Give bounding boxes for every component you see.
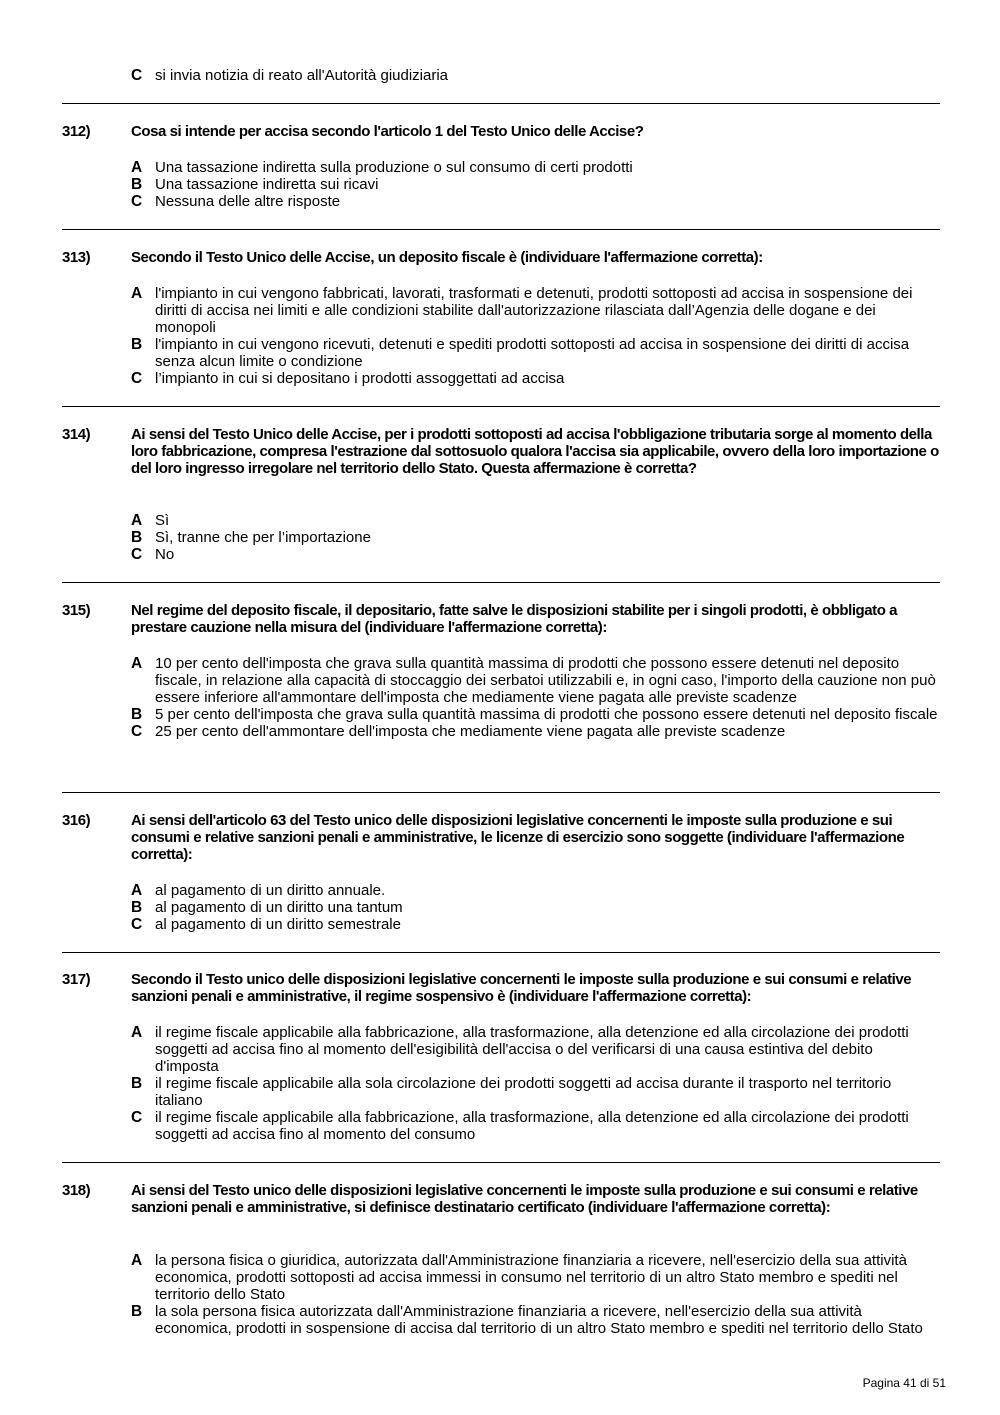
divider <box>62 792 940 793</box>
previous-answer-c <box>131 67 940 84</box>
answer-letter: C <box>131 193 143 210</box>
question-text: Ai sensi del Testo unico delle disposizioni legislative concernenti le imposte sulla produzione e sui consumi e relative sanzioni penali e amministrative, si definisce destinatario certificato (individuare l'affermazione corretta): <box>131 1182 918 1216</box>
answer-text: al pagamento di un diritto una tantum <box>155 899 403 916</box>
answer-letter: A <box>131 159 143 176</box>
divider <box>62 952 940 953</box>
question-number: 318) <box>62 1182 91 1199</box>
answer-option-b <box>131 1075 940 1109</box>
answer-text: Una tassazione indiretta sui ricavi <box>155 176 379 193</box>
question-text: Ai sensi dell'articolo 63 del Testo unico delle disposizioni legislative concernenti le imposte sulla produzione e sui consumi e relative sanzioni penali e amministrative, le licenze di esercizio sono soggette (individuare l'affermazione corretta): <box>131 812 905 863</box>
answer-text: il regime fiscale applicabile alla fabbricazione, alla trasformazione, alla detenzione ed alla circolazione dei prodotti soggetti ad accisa fino al momento del consumo <box>155 1109 909 1143</box>
divider <box>62 229 940 230</box>
answer-list <box>131 285 940 387</box>
answer-option-a <box>131 882 940 899</box>
divider <box>62 582 940 583</box>
question-number: 312) <box>62 123 91 140</box>
answer-option-c <box>131 370 940 387</box>
question-number: 315) <box>62 602 91 619</box>
question-text: Secondo il Testo Unico delle Accise, un deposito fiscale è (individuare l'affermazione corretta): <box>131 249 763 266</box>
answer-text: 10 per cento dell'imposta che grava sulla quantità massima di prodotti che possono essere detenuti nel deposito fiscale, in relazione alla capacità di stoccaggio dei serbatoi utilizzabili e, in ogni caso, l'importo della cauzione non può essere inferiore all'ammontare dell'imposta che mediamente viene pagata alle previste scadenze <box>155 655 936 706</box>
answer-text: la sola persona fisica autorizzata dall'Amministrazione finanziaria a ricevere, nell'esercizio della sua attività economica, prodotti in sospensione di accisa dal territorio di un altro Stato membro e spediti nel territorio dello Stato <box>155 1303 923 1337</box>
answer-letter: C <box>131 916 143 933</box>
answer-list <box>131 882 940 933</box>
question-header <box>62 249 940 266</box>
answer-option-a <box>131 512 940 529</box>
question-text: Ai sensi del Testo Unico delle Accise, per i prodotti sottoposti ad accisa l'obbligazione tributaria sorge al momento della loro fabbricazione, compresa l'estrazione dal sottosuolo qualora l'accisa sia applicabile, ovvero della loro importazione o del loro ingresso irregolare nel territorio dello Stato. Questa affermazione è corretta? <box>131 426 939 477</box>
divider <box>62 406 940 407</box>
answer-text: l'impianto in cui vengono ricevuti, detenuti e spediti prodotti sottoposti ad accisa in sospensione dei diritti di accisa senza alcun limite o condizione <box>155 336 910 370</box>
answer-letter: A <box>131 655 143 672</box>
answer-letter: B <box>131 706 143 723</box>
answer-text: Una tassazione indiretta sulla produzione o sul consumo di certi prodotti <box>155 159 633 176</box>
answer-letter: C <box>131 67 143 84</box>
answer-list <box>131 1252 940 1337</box>
question-text: Cosa si intende per accisa secondo l'articolo 1 del Testo Unico delle Accise? <box>131 123 644 140</box>
answer-text: si invia notizia di reato all'Autorità giudiziaria <box>155 67 449 84</box>
answer-option-c <box>131 546 940 563</box>
answer-option-c <box>131 916 940 933</box>
answer-letter: B <box>131 1303 143 1320</box>
answer-option-a <box>131 159 940 176</box>
answer-text: il regime fiscale applicabile alla fabbricazione, alla trasformazione, alla detenzione ed alla circolazione dei prodotti soggetti ad accisa fino al momento dell'esigibilità dell'accisa o del verificarsi di una causa estintiva del debito d'imposta <box>155 1024 909 1075</box>
answer-text: 5 per cento dell'imposta che grava sulla quantità massima di prodotti che possono essere detenuti nel deposito fiscale <box>155 706 938 723</box>
answer-text: Sì, tranne che per l’importazione <box>155 529 371 546</box>
answer-letter: C <box>131 370 143 387</box>
answer-option-b <box>131 899 940 916</box>
question-header <box>62 1182 940 1216</box>
answer-list <box>131 655 940 740</box>
answer-list <box>131 1024 940 1143</box>
answer-letter: C <box>131 723 143 740</box>
answer-option-a <box>131 1252 940 1303</box>
question-number: 317) <box>62 971 91 988</box>
divider <box>62 1162 940 1163</box>
page-number: Pagina 41 di 51 <box>862 1376 946 1390</box>
answer-letter: A <box>131 1024 143 1041</box>
answer-list <box>131 512 940 563</box>
answer-text: Nessuna delle altre risposte <box>155 193 341 210</box>
answer-letter: B <box>131 899 143 916</box>
answer-text: 25 per cento dell'ammontare dell'imposta che mediamente viene pagata alle previste scadenze <box>155 723 786 740</box>
question-header <box>62 123 940 140</box>
answer-letter: A <box>131 512 143 529</box>
answer-letter: B <box>131 176 143 193</box>
answer-option-b <box>131 1303 940 1337</box>
answer-letter: C <box>131 1109 143 1126</box>
answer-text: l'impianto in cui vengono fabbricati, lavorati, trasformati e detenuti, prodotti sottoposti ad accisa in sospensione dei diritti di accisa nei limiti e alle condizioni stabilite dall'autorizzazione rilasciata dall’Agenzia delle dogane e dei monopoli <box>155 285 913 336</box>
answer-option-b <box>131 529 940 546</box>
question-number: 314) <box>62 426 91 443</box>
answer-text: il regime fiscale applicabile alla sola circolazione dei prodotti soggetti ad accisa durante il trasporto nel territorio italiano <box>155 1075 892 1109</box>
answer-option-b <box>131 706 940 723</box>
answer-text: l’impianto in cui si depositano i prodotti assoggettati ad accisa <box>155 370 565 387</box>
answer-option-a <box>131 1024 940 1075</box>
question-header <box>62 602 940 636</box>
answer-option-b <box>131 176 940 193</box>
answer-list <box>131 159 940 210</box>
answer-letter: A <box>131 285 143 302</box>
question-text: Secondo il Testo unico delle disposizioni legislative concernenti le imposte sulla produzione e sui consumi e relative sanzioni penali e amministrative, il regime sospensivo è (individuare l'affermazione corretta): <box>131 971 912 1005</box>
answer-option-a <box>131 655 940 706</box>
question-header <box>62 971 940 1005</box>
answer-letter: A <box>131 1252 143 1269</box>
answer-option-c <box>131 193 940 210</box>
answer-option-b <box>131 336 940 370</box>
question-header <box>62 426 940 477</box>
answer-text: la persona fisica o giuridica, autorizzata dall'Amministrazione finanziaria a ricevere, nell'esercizio della sua attività economica, prodotti sottoposti ad accisa immessi in consumo nel territorio di un altro Stato membro e spediti nel territorio dello Stato <box>155 1252 907 1303</box>
question-number: 316) <box>62 812 91 829</box>
answer-option-c <box>131 1109 940 1143</box>
answer-option-a <box>131 285 940 336</box>
answer-text: Sì <box>155 512 170 529</box>
divider <box>62 103 940 104</box>
question-text: Nel regime del deposito fiscale, il depositario, fatte salve le disposizioni stabilite per i singoli prodotti, è obbligato a prestare cauzione nella misura del (individuare l'affermazione corretta): <box>131 602 898 636</box>
answer-text: No <box>155 546 175 563</box>
answer-letter: B <box>131 1075 143 1092</box>
answer-text: al pagamento di un diritto annuale. <box>155 882 386 899</box>
answer-letter: C <box>131 546 143 563</box>
question-number: 313) <box>62 249 91 266</box>
answer-option-c <box>131 723 940 740</box>
answer-letter: B <box>131 529 143 546</box>
answer-text: al pagamento di un diritto semestrale <box>155 916 401 933</box>
answer-letter: A <box>131 882 143 899</box>
question-header <box>62 812 940 863</box>
answer-letter: B <box>131 336 143 353</box>
